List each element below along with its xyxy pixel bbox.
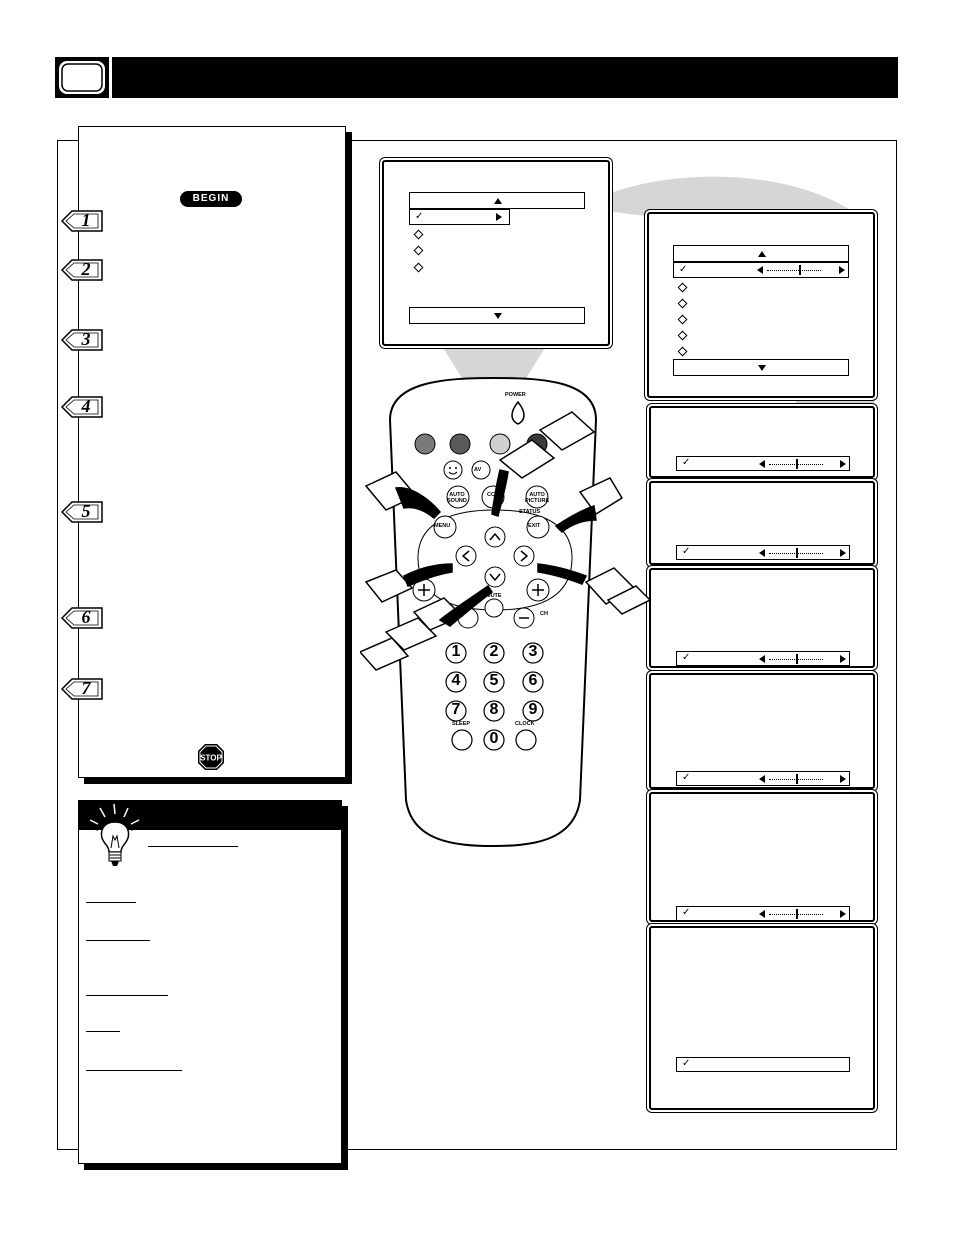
check-icon: ✓: [679, 264, 688, 275]
check-icon: ✓: [682, 1058, 691, 1069]
submenu-selected-row[interactable]: [673, 262, 849, 278]
auto-picture-button-label[interactable]: AUTO PICTURE: [525, 492, 550, 504]
tip-underline-1: [86, 902, 136, 903]
arrow-right-icon: [840, 910, 846, 918]
adjust-row-5[interactable]: [676, 906, 850, 921]
arrow-down-icon: [758, 365, 766, 371]
step-number-label: 7: [81, 678, 91, 698]
arrow-left-icon: [757, 266, 763, 274]
tip-underline-5: [86, 1070, 182, 1071]
stop-icon: [197, 743, 225, 771]
adjust-row-3[interactable]: [676, 651, 850, 666]
arrow-left-icon: [759, 460, 765, 468]
steps-panel: [78, 126, 346, 778]
ch-label: CH: [540, 611, 548, 617]
step-number-6: [60, 606, 104, 630]
arrow-left-icon: [759, 549, 765, 557]
step-number-label: 1: [81, 210, 91, 230]
menu-up-bar[interactable]: [409, 192, 585, 209]
arrow-right-icon: [840, 655, 846, 663]
arrow-left-icon: [759, 910, 765, 918]
step-number-3: [60, 328, 104, 352]
status-label: STATUS: [519, 509, 541, 515]
digit-3-button[interactable]: 3: [528, 643, 538, 660]
tip-heading-underline: [148, 846, 238, 847]
color-key-3: [490, 434, 510, 454]
submenu-up-bar[interactable]: [673, 245, 849, 262]
exit-button-label[interactable]: EXIT: [528, 523, 541, 529]
digit-4-button[interactable]: 4: [451, 672, 461, 689]
auto-sound-button-label[interactable]: AUTO SOUND: [447, 492, 467, 504]
step-number-7: [60, 677, 104, 701]
step-number-2: [60, 258, 104, 282]
color-key-2: [450, 434, 470, 454]
slider-knob[interactable]: [796, 459, 798, 469]
slider-knob[interactable]: [796, 909, 798, 919]
begin-badge: BEGIN: [180, 191, 242, 207]
step-number-label: 6: [81, 607, 91, 627]
slider-knob[interactable]: [799, 265, 801, 275]
slider-knob[interactable]: [796, 654, 798, 664]
step-number-label: 4: [81, 396, 91, 416]
menu-button-label[interactable]: MENU: [434, 523, 451, 529]
remote-control: [360, 360, 650, 850]
step-number-label: 5: [81, 501, 91, 521]
menu-down-bar[interactable]: [409, 307, 585, 324]
adjust-row-2[interactable]: [676, 545, 850, 560]
tip-underline-4: [86, 1031, 120, 1032]
digit-5-button[interactable]: 5: [489, 672, 499, 689]
digit-6-button[interactable]: 6: [528, 672, 538, 689]
check-icon: ✓: [682, 652, 691, 663]
check-icon: ✓: [682, 772, 691, 783]
sleep-label: SLEEP: [452, 721, 471, 727]
tv-icon: [55, 57, 109, 98]
clock-label: CLOCK: [515, 721, 535, 727]
digit-9-button[interactable]: 9: [528, 701, 538, 718]
check-icon: ✓: [415, 211, 424, 222]
adjust-row-1[interactable]: [676, 456, 850, 471]
step-number-5: [60, 500, 104, 524]
adjust-screen-5: [649, 792, 875, 922]
arrow-right-icon: [840, 549, 846, 557]
arrow-down-icon: [494, 313, 502, 319]
arrow-right-icon: [496, 213, 502, 221]
arrow-up-icon: [494, 198, 502, 204]
adjust-row-4[interactable]: [676, 771, 850, 786]
step-number-label: 2: [81, 259, 91, 279]
submenu-down-bar[interactable]: [673, 359, 849, 376]
step-number-label: 3: [81, 329, 91, 349]
arrow-left-icon: [759, 655, 765, 663]
slider-knob[interactable]: [796, 774, 798, 784]
av-button-label[interactable]: AV: [474, 467, 482, 473]
digit-2-button[interactable]: 2: [489, 643, 499, 660]
mute-label: MUTE: [486, 593, 502, 599]
step-number-1: [60, 209, 104, 233]
slider-knob[interactable]: [796, 548, 798, 558]
stop-label: STOP: [200, 753, 222, 763]
arrow-up-icon: [758, 251, 766, 257]
tip-underline-3: [86, 995, 168, 996]
digit-0-button[interactable]: 0: [489, 730, 499, 747]
adjust-row-6[interactable]: [676, 1057, 850, 1072]
step-number-4: [60, 395, 104, 419]
menu-selected-row[interactable]: [409, 209, 510, 225]
page-title-bar: [112, 57, 898, 98]
power-button-label[interactable]: POWER: [505, 392, 526, 398]
slider-track: [767, 270, 821, 271]
cc-button-label[interactable]: CC: [487, 492, 495, 498]
check-icon: ✓: [682, 457, 691, 468]
arrow-right-icon: [839, 266, 845, 274]
digit-8-button[interactable]: 8: [489, 701, 499, 718]
tip-underline-2: [86, 940, 150, 941]
arrow-right-icon: [840, 775, 846, 783]
check-icon: ✓: [682, 546, 691, 557]
digit-1-button[interactable]: 1: [451, 643, 461, 660]
check-icon: ✓: [682, 907, 691, 918]
adjust-screen-6: [649, 926, 875, 1110]
arrow-right-icon: [840, 460, 846, 468]
lightbulb-icon: [84, 800, 154, 872]
arrow-left-icon: [759, 775, 765, 783]
digit-7-button[interactable]: 7: [451, 701, 461, 718]
color-key-1: [415, 434, 435, 454]
